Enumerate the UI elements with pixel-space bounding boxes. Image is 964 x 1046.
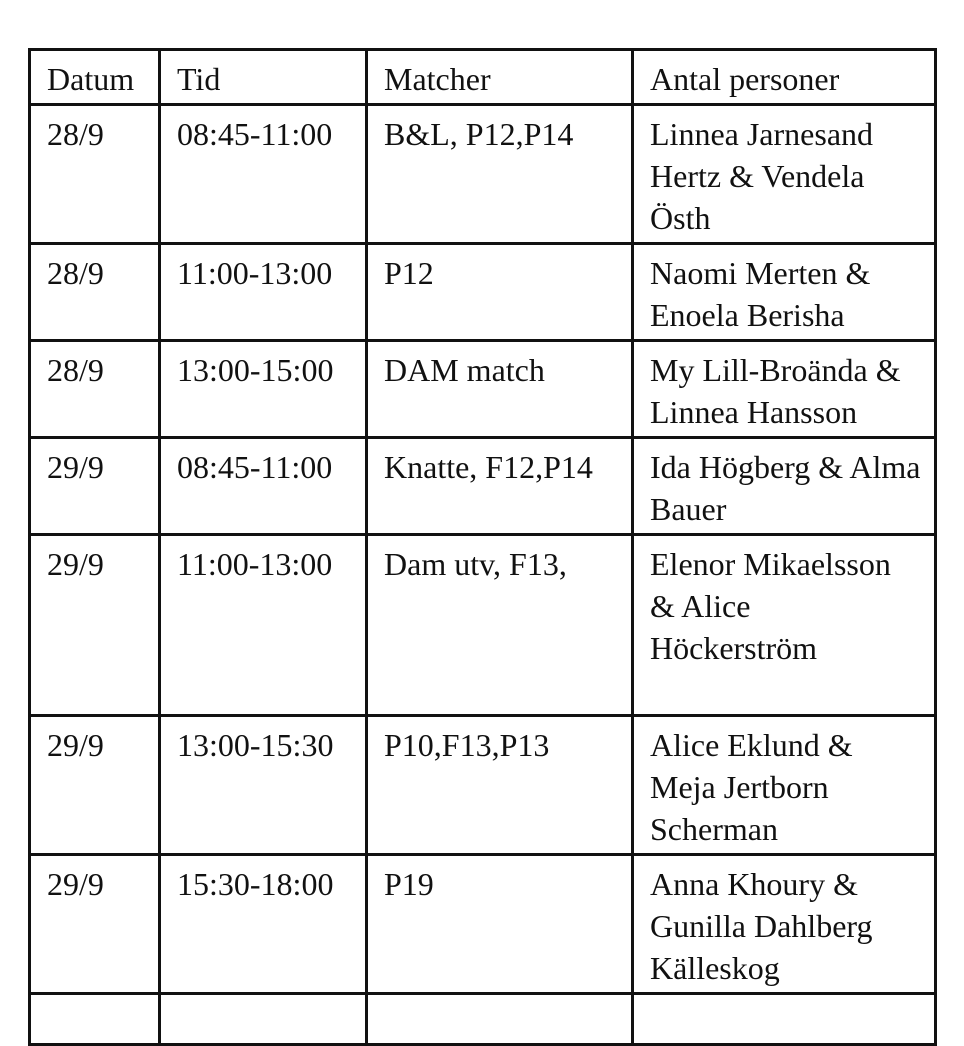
header-date: Datum — [30, 50, 160, 105]
cell-matches: P19 — [367, 855, 633, 994]
cell-time: 11:00-13:00 — [160, 244, 367, 341]
cell-people: Alice Eklund & Meja Jertborn Scherman — [633, 716, 936, 855]
table-row — [30, 438, 936, 535]
cell-date: 28/9 — [30, 244, 160, 341]
cell-matches: Dam utv, F13, — [367, 535, 633, 716]
table-row — [30, 855, 936, 994]
header-people: Antal personer — [633, 50, 936, 105]
cell-time: 13:00-15:30 — [160, 716, 367, 855]
cell-time — [160, 994, 367, 1045]
table-row — [30, 244, 936, 341]
cell-people: Linnea Jarnesand Hertz & Vendela Östh — [633, 105, 936, 244]
cell-date: 28/9 — [30, 341, 160, 438]
cell-time: 08:45-11:00 — [160, 438, 367, 535]
cell-date: 29/9 — [30, 535, 160, 716]
cell-time: 13:00-15:00 — [160, 341, 367, 438]
header-time: Tid — [160, 50, 367, 105]
cell-time: 11:00-13:00 — [160, 535, 367, 716]
cell-matches — [367, 994, 633, 1045]
cell-matches: B&L, P12,P14 — [367, 105, 633, 244]
cell-date: 29/9 — [30, 855, 160, 994]
header-row — [30, 50, 936, 105]
cell-time: 08:45-11:00 — [160, 105, 367, 244]
cell-matches: Knatte, F12,P14 — [367, 438, 633, 535]
cell-date: 29/9 — [30, 716, 160, 855]
cell-date: 29/9 — [30, 438, 160, 535]
table-row — [30, 716, 936, 855]
cell-people: My Lill-Broända & Linnea Hansson — [633, 341, 936, 438]
cell-time: 15:30-18:00 — [160, 855, 367, 994]
cell-date: 28/9 — [30, 105, 160, 244]
table-row — [30, 341, 936, 438]
cell-matches: DAM match — [367, 341, 633, 438]
cell-matches: P12 — [367, 244, 633, 341]
table-row — [30, 535, 936, 716]
table-row — [30, 105, 936, 244]
schedule-table — [28, 48, 937, 1046]
cell-people — [633, 994, 936, 1045]
cell-date — [30, 994, 160, 1045]
cell-people: Anna Khoury & Gunilla Dahlberg Källeskog — [633, 855, 936, 994]
table-row-empty — [30, 994, 936, 1045]
header-matches: Matcher — [367, 50, 633, 105]
cell-matches: P10,F13,P13 — [367, 716, 633, 855]
cell-people: Ida Högberg & Alma Bauer — [633, 438, 936, 535]
cell-people: Elenor Mikaelsson & Alice Höckerström — [633, 535, 936, 716]
cell-people: Naomi Merten & Enoela Berisha — [633, 244, 936, 341]
